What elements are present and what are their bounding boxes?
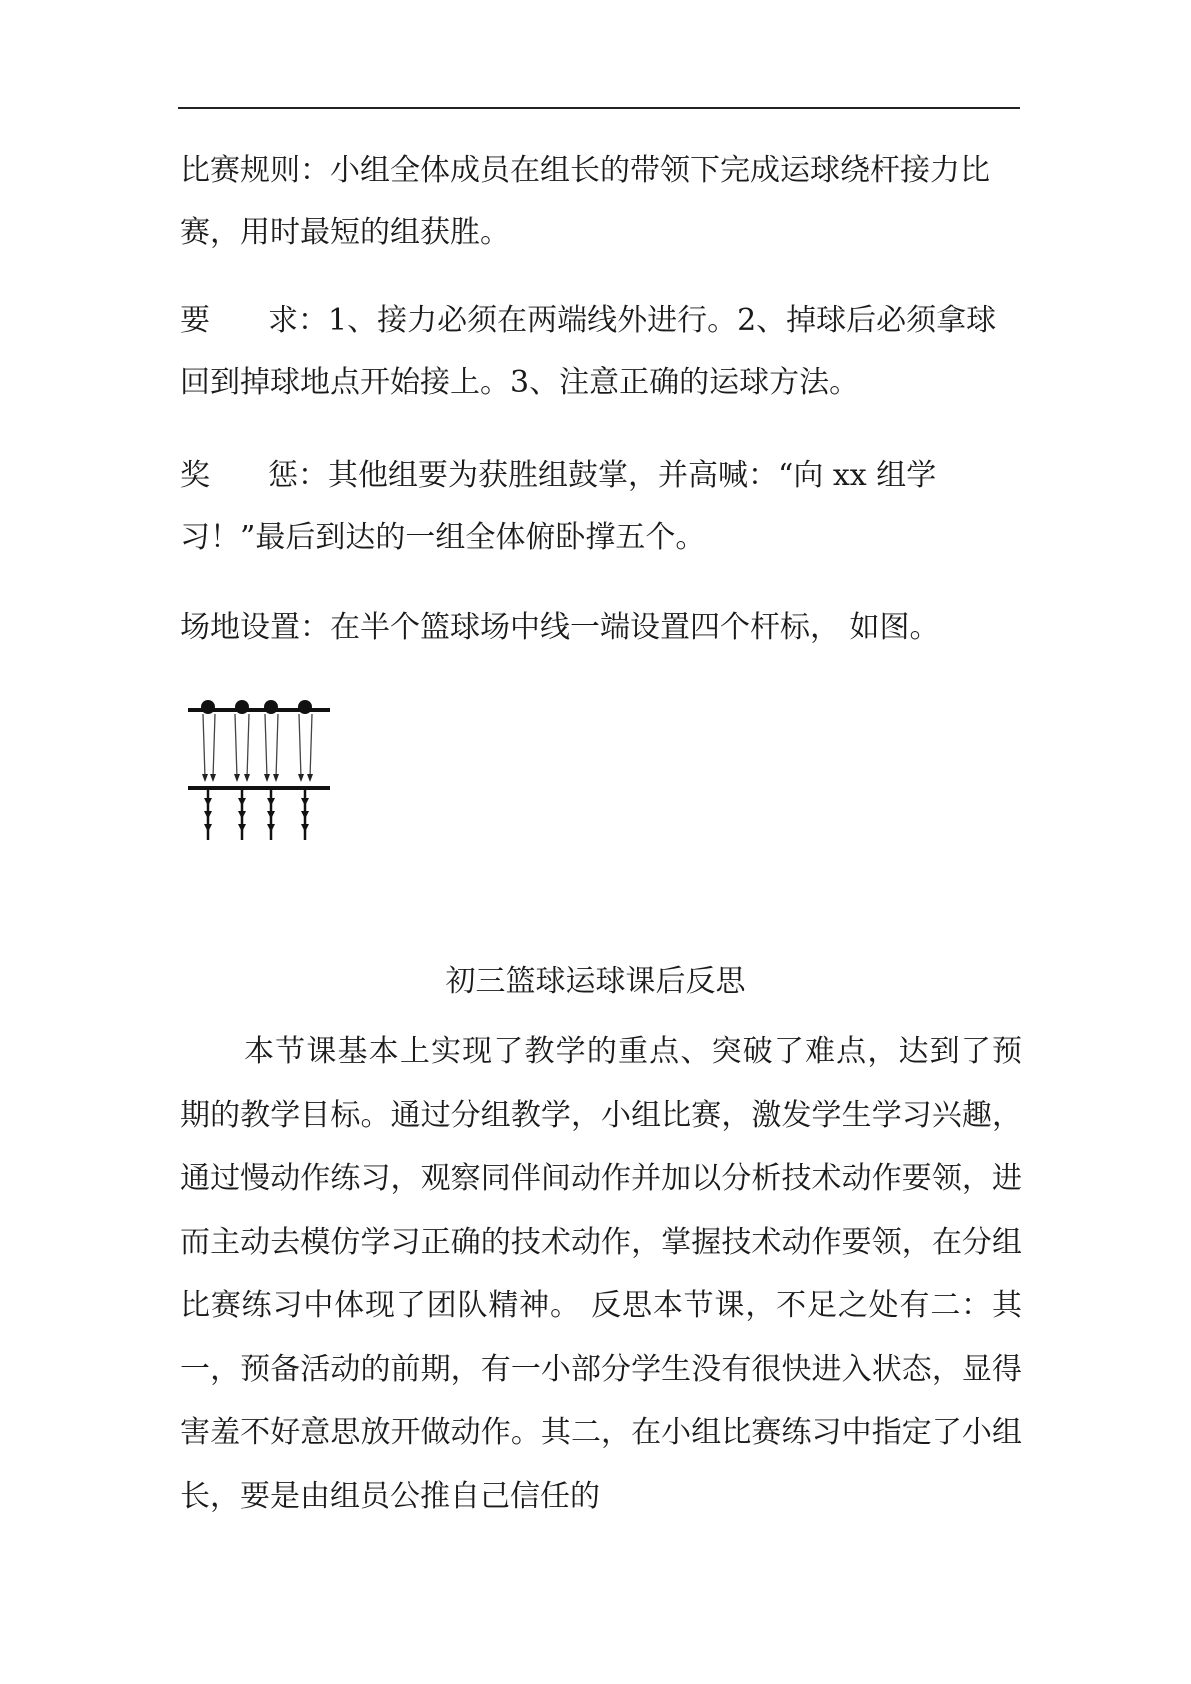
venue-setup [180, 597, 1020, 659]
court-diagram [185, 690, 335, 850]
path-arrows [202, 774, 313, 782]
header-rule [178, 107, 1020, 109]
award-text: 其他组要为获胜组鼓掌，并高喊：“向 xx 组学习！”最后到达的一组全体俯卧撑五个。 [180, 458, 937, 555]
reward-penalty [180, 445, 1020, 569]
queue-players [204, 798, 309, 832]
requirements [180, 290, 1020, 414]
pole-marker-2 [235, 700, 249, 714]
venue-label: 场地设置： [180, 610, 330, 645]
reflection-title: 初三篮球运球课后反思 [445, 964, 746, 999]
rules-label: 比赛规则： [180, 153, 330, 188]
venue-text: 在半个篮球场中线一端设置四个杆标， 如图。 [330, 610, 940, 645]
competition-rules [180, 140, 1020, 264]
pole-marker-3 [264, 700, 278, 714]
award-label-a: 奖 [180, 458, 210, 493]
dribble-paths [203, 714, 312, 778]
award-label-b: 惩： [268, 458, 328, 493]
requirements-label-b: 求： [268, 303, 328, 338]
reflection-body: 本节课基本上实现了教学的重点、突破了难点，达到了预期的教学目标。通过分组教学，小组比赛，激发学生学习兴趣，通过慢动作练习，观察同伴间动作并加以分析技术动作要领，进而主动去模仿学习正确的技术动作，掌握技术动作要领，在分组比赛练习中体现了团队精神。 反思本节课，不足之处有二：其一，预备活动的前期，有一小部分学生没有很快进入状态，显得害羞不好意思放开做动作。其二，在小组比赛练习中指定了小组长，要是由组员公推自己信任的 [180, 1034, 1022, 1514]
pole-marker-1 [201, 700, 215, 714]
requirements-text: 1、接力必须在两端线外进行。2、掉球后必须拿球回到掉球地点开始接上。3、注意正确的运球方法。 [180, 303, 997, 400]
queue-lines [208, 790, 305, 840]
pole-marker-4 [298, 700, 312, 714]
requirements-label-a: 要 [180, 303, 210, 338]
rules-text: 小组全体成员在组长的带领下完成运球绕杆接力比赛，用时最短的组获胜。 [180, 153, 990, 250]
